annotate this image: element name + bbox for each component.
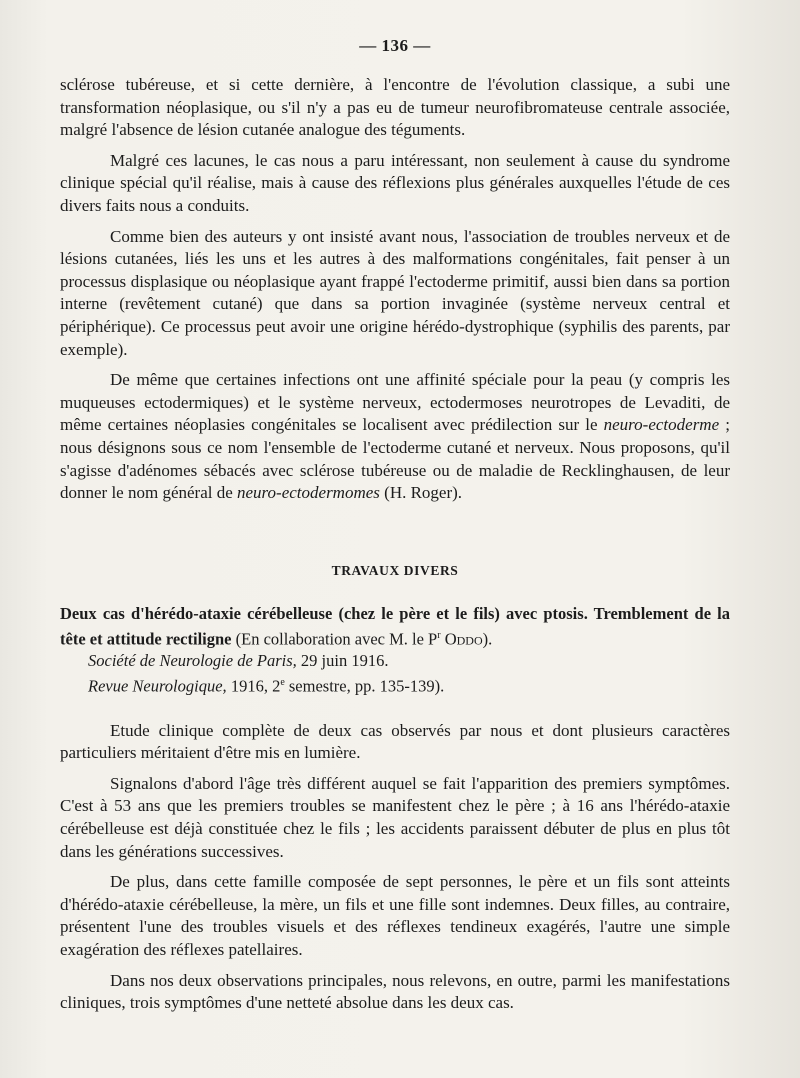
paragraph-auteurs: Comme bien des auteurs y ont insisté avant nous, l'association de troubles nerveux et de lésions cutanées, liés les uns et les autres à des malformations congénitales, fait penser à un processus displasique ou néoplasique ayant frappé l'ectoderme primitif, aussi bien dans sa portion interne (revêtement cutané) que dans sa portion invaginée (système nerveux central et périphérique). Ce processus peut avoir une origine hérédo-dystrophique (syphilis des parents, par exemple). [60, 226, 730, 359]
reference-source-1 [60, 650, 730, 672]
journal-sup: e [280, 677, 285, 689]
paragraph-infections [60, 369, 730, 505]
paragraph-signalons: Signalons d'abord l'âge très différent auquel se fait l'apparition des premiers symptômes. C'est à 53 ans que les premiers troubles se manifestent chez le père ; à 16 ans l'hérédo-ataxie cérébelleuse est déjà constituée chez le fils ; les accidents paraissent débuter de plus en plus tôt dans les générations successives. [60, 773, 730, 861]
section-heading: TRAVAUX DIVERS [331, 562, 459, 578]
paragraph-etude: Etude clinique complète de deux cas observés par nous et dont plusieurs caractères particuliers méritaient d'être mis en lumière. [60, 720, 730, 763]
italic-term: neuro-ectodermomes [237, 483, 380, 503]
journal-date: 29 juin 1916. [296, 651, 389, 671]
page-number: — 136 — [359, 36, 431, 55]
italic-term: neuro-ectoderme [603, 415, 720, 435]
text-run: ; nous désignons sous ce nom l'ensemble de l'ectoderme cutané et nerveux. Nous proposons, qu'il s'agisse d'adénomes sébacés avec sclérose tubéreuse ou de maladie de Recklinghausen, de leur donner le nom général de [60, 415, 730, 503]
reference-source-2 [60, 672, 730, 698]
reference-title [60, 603, 730, 651]
paragraph-observations: Dans nos deux observations principales, nous relevons, en outre, parmi les manifestations cliniques, trois symptômes d'une netteté absolue dans les deux cas. [60, 970, 730, 1013]
paragraph-lacunes: Malgré ces lacunes, le cas nous a paru intéressant, non seulement à cause du syndrome clinique spécial qu'il réalise, mais à cause des réflexions plus générales auxquelles l'étude de ces divers faits nous a conduits. [60, 150, 730, 215]
text-run: (H. Roger). [379, 483, 463, 503]
journal-pages: semestre, pp. 135-139). [284, 676, 445, 696]
reference-entry [60, 603, 730, 698]
reference-title-bold: Deux cas d'hérédo-ataxie cérébelleuse (chez le père et le fils) avec ptosis. Tremblement de la tête et attitude rectiligne [60, 603, 730, 649]
reference-sup: r [437, 629, 441, 641]
reference-collab: (En collaboration avec M. le P [231, 629, 438, 649]
paragraph-famille: De plus, dans cette famille composée de sept personnes, le père et un fils sont atteints d'hérédo-ataxie cérébelleuse, la mère, un fils et une fille sont indemnes. Deux filles, au contraire, présentent l'une des troubles visuels et des réflexes tendineux exagérés, l'autre une simple exagération des réflexes patellaires. [60, 872, 730, 960]
journal-name: Société de Neurologie de Paris, [88, 651, 297, 671]
journal-year: 1916, 2 [226, 676, 281, 696]
paragraph-continuation: sclérose tubéreuse, et si cette dernière, à l'encontre de l'évolution classique, a subi une transformation néoplasique, ou s'il n'y a pas eu de tumeur neurofibromateuse centrale associée, malgré l'absence de lésion cutanée analogue des téguments. [60, 75, 730, 140]
page-content [60, 36, 730, 1015]
text-run: De même que certaines infections ont une affinité spéciale pour la peau (y compris les muqueuses ectodermiques) et le système nerveux, ectodermoses neurotropes de Levaditi, de même certaines néoplasies congénitales se localisent avec prédilection sur le [60, 370, 730, 435]
journal-name: Revue Neurologique, [88, 676, 227, 696]
reference-author: Oddo). [440, 629, 493, 649]
